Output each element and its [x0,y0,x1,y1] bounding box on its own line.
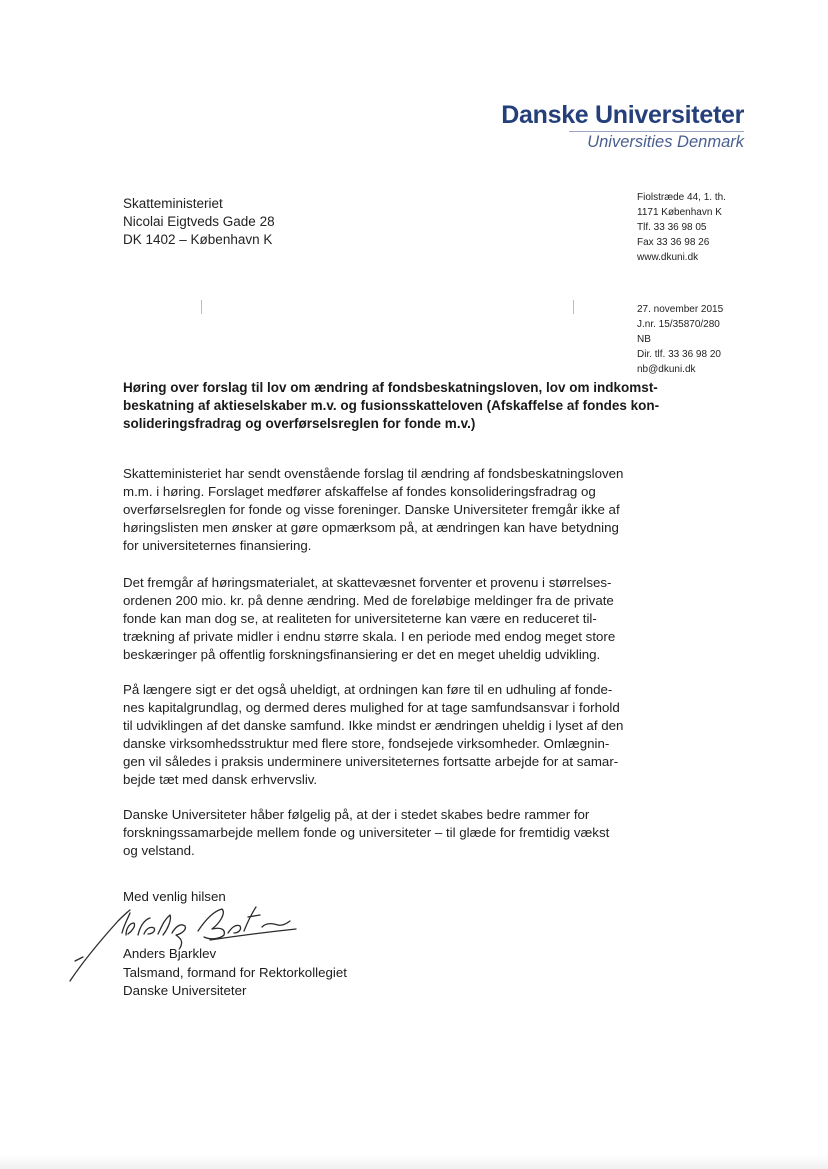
text-line: høringslisten men ønsker at gøre opmærksom på, at ændringen kan have betydning [123,520,619,536]
body-paragraph-1 [123,465,628,555]
signer-title: Talsmand, formand for Rektorkollegiet [123,964,347,980]
sender-line: Tlf. 33 36 98 05 [637,222,707,233]
text-line: trækning af private midler i endnu større skala. I en periode med endog meget store [123,629,616,645]
letterhead-logo [501,100,744,152]
text-line: bejde tæt med dansk erhvervsliv. [123,772,318,788]
subject-line: beskatning af aktieselskaber m.v. og fusionsskatteloven (Afskaffelse af fondes kon- [123,398,660,413]
body-paragraph-4 [123,806,628,860]
text-line: Danske Universiteter håber følgelig på, at der i stedet skabes bedre rammer for [123,807,590,822]
text-line: m.m. i høring. Forslaget medfører afskaffelse af fondes konsolideringsfradrag og [123,484,596,500]
subject-line: solideringsfradrag og overførselsreglen for fonde m.v.) [123,416,476,431]
text-line: På længere sigt er det også uheldigt, at ordningen kan føre til en udhuling af fonde- [123,682,613,697]
subject-line: Høring over forslag til lov om ændring af fondsbeskatningsloven, lov om indkomst- [123,380,658,395]
recipient-line: Nicolai Eigtveds Gade 28 [123,214,275,229]
sender-line: 1171 København K [637,207,722,218]
body-paragraph-2 [123,574,628,664]
org-name: Danske Universiteter [501,101,744,129]
page-bottom-edge [0,1154,828,1169]
letter-date: 27. november 2015 [637,304,724,315]
text-line: gen vil således i praksis underminere universiteternes fortsatte arbejde for at samar- [123,754,619,770]
fold-mark [201,300,202,314]
recipient-line: Skatteministeriet [123,196,223,211]
text-line: Det fremgår af høringsmaterialet, at skattevæsnet forventer et provenu i størrelses- [123,575,612,590]
signer-block [123,945,347,1001]
closing-greeting: Med venlig hilsen [123,889,226,904]
org-name-english: Universities Denmark [587,133,744,151]
text-line: for universiteternes finansiering. [123,538,312,554]
direct-phone: Dir. tlf. 33 36 98 20 [637,349,721,360]
text-line: danske virksomhedsstruktur med flere store, fondsejede virksomheder. Omlægnin- [123,736,610,752]
text-line: og velstand. [123,843,195,859]
sender-line: www.dkuni.dk [637,252,699,263]
text-line: overførselsreglen for fonde og visse foreninger. Danske Universiteter fremgår ikke af [123,502,620,518]
recipient-line: DK 1402 – København K [123,232,273,247]
signer-organization: Danske Universiteter [123,983,247,999]
text-line: ordenen 200 mio. kr. på denne ændring. Med de foreløbige meldinger fra de private [123,593,614,609]
journal-number: J.nr. 15/35870/280 [637,319,720,330]
text-line: Skatteministeriet har sendt ovenstående forslag til ændring af fondsbeskatningsloven [123,466,624,481]
text-line: forskningssamarbejde mellem fonde og universiteter – til glæde for fremtidig vækst [123,825,610,841]
reference-block [637,302,723,377]
text-line: nes kapitalgrundlag, og dermed deres mulighed for at tage samfundsansvar i forhold [123,700,620,716]
signer-name: Anders Bjarklev [123,946,217,961]
fold-mark [573,300,574,314]
sender-line: Fax 33 36 98 26 [637,237,710,248]
subject-heading [123,379,660,433]
text-line: beskæringer på offentlig forskningsfinansiering er det en meget uheldig udvikling. [123,647,601,663]
body-paragraph-3 [123,681,628,790]
text-line: til udviklingen af det danske samfund. Ikke mindst er ændringen uheldig i lyset af den [123,718,624,734]
recipient-address [123,195,275,249]
text-line: fonde kan man dog se, at realiteten for universiteterne kan være en reduceret til- [123,611,597,627]
contact-email: nb@dkuni.dk [637,364,696,375]
initials: NB [637,334,651,345]
sender-contact [637,190,726,265]
sender-line: Fiolstræde 44, 1. th. [637,192,726,203]
